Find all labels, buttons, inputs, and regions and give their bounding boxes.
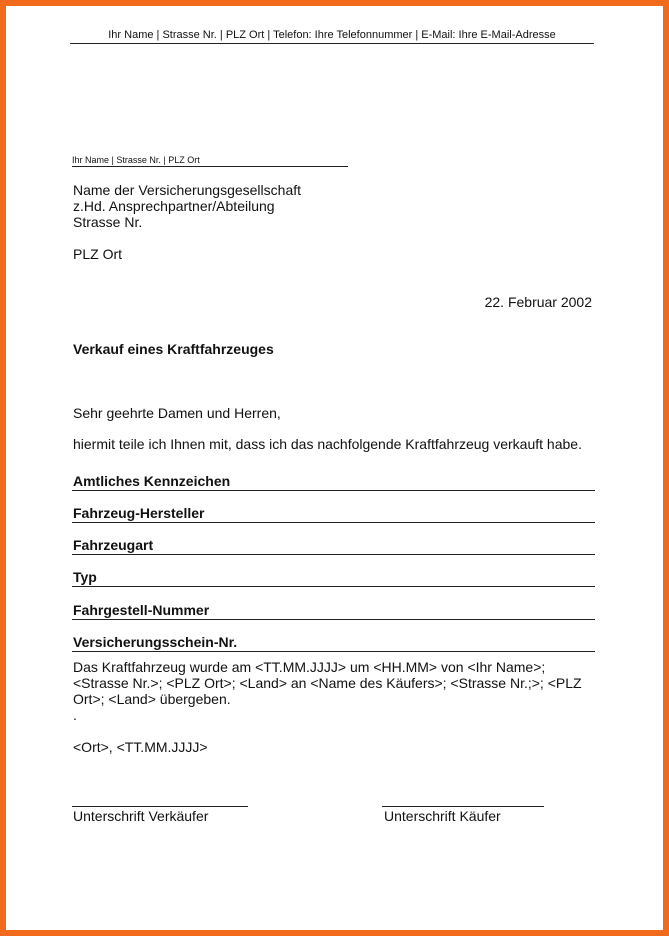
salutation: Sehr geehrte Damen und Herren, (73, 405, 281, 421)
letter-subject: Verkauf eines Kraftfahrzeuges (73, 341, 274, 357)
transfer-line: Ort>; <Land> übergeben. (73, 691, 231, 707)
recipient-street: Strasse Nr. (73, 214, 143, 230)
recipient-company: Name der Versicherungsgesellschaft (73, 182, 302, 198)
seller-signature-label: Unterschrift Verkäufer (73, 808, 209, 824)
seller-signature-line (72, 806, 248, 807)
field-vehicle-type: Fahrzeugart (72, 537, 595, 555)
recipient-address (73, 182, 301, 230)
place-date: <Ort>, <TT.MM.JJJJ> (73, 739, 208, 755)
field-manufacturer: Fahrzeug-Hersteller (72, 505, 595, 523)
field-insurance-number: Versicherungsschein-Nr. (72, 634, 595, 652)
letter-date: 22. Februar 2002 (484, 294, 592, 310)
field-license-plate: Amtliches Kennzeichen (72, 473, 595, 491)
transfer-line: . (73, 707, 77, 723)
recipient-attention: z.Hd. Ansprechpartner/Abteilung (73, 198, 275, 214)
buyer-signature-label: Unterschrift Käufer (384, 808, 501, 824)
field-chassis-number: Fahrgestell-Nummer (72, 602, 595, 620)
intro-text: hiermit teile ich Ihnen mit, dass ich das nachfolgende Kraftfahrzeug verkauft habe. (73, 436, 582, 452)
transfer-line: <Strasse Nr.>; <PLZ Ort>; <Land> an <Name des Käufers>; <Strasse Nr.;>; <PLZ (73, 675, 582, 691)
transfer-paragraph (73, 659, 593, 723)
buyer-signature-line (382, 806, 544, 807)
recipient-city: PLZ Ort (73, 246, 123, 262)
sender-contact-header: Ihr Name | Strasse Nr. | PLZ Ort | Telefon: Ihre Telefonnummer | E-Mail: Ihre E-Mail-Adresse (70, 28, 594, 44)
transfer-line: Das Kraftfahrzeug wurde am <TT.MM.JJJJ> um <HH.MM> von <Ihr Name>; (73, 659, 546, 675)
return-address-line: Ihr Name | Strasse Nr. | PLZ Ort (72, 154, 348, 167)
field-model: Typ (72, 569, 595, 587)
